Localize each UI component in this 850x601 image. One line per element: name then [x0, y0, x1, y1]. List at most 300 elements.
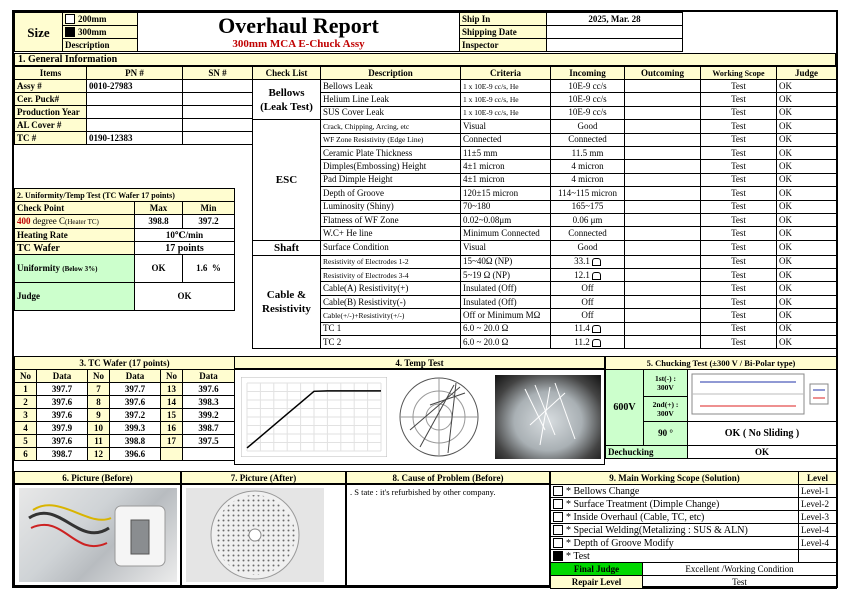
uniformity-result: OK	[135, 255, 183, 283]
cause-section-title: 8. Cause of Problem (Before)	[346, 471, 550, 484]
checklist-judge: OK	[777, 146, 837, 159]
general-sn	[183, 119, 253, 132]
checklist-description: Surface Condition	[321, 240, 461, 255]
checklist-description: TC 1	[321, 322, 461, 335]
general-sn	[183, 80, 253, 93]
checklist-scope: Test	[701, 282, 777, 295]
table-row	[15, 119, 253, 132]
picture-before-title: 6. Picture (Before)	[14, 471, 181, 484]
checklist-scope: Test	[701, 227, 777, 240]
checklist-description: Luminosity (Shiny)	[321, 200, 461, 213]
checklist-judge: OK	[777, 133, 837, 146]
checklist-outcoming[interactable]	[625, 336, 701, 349]
checklist-outcoming[interactable]	[625, 282, 701, 295]
general-item: AL Cover #	[15, 119, 87, 132]
checklist-incoming: 114~115 micron	[551, 187, 625, 200]
chucking-first-label: 1st(-) : 300V	[644, 370, 688, 397]
col-data-3: Data	[183, 370, 235, 383]
checklist-incoming: 10E-9 cc/s	[551, 106, 625, 119]
general-sn	[183, 106, 253, 119]
tc-point-empty	[161, 448, 183, 461]
general-pn	[87, 93, 183, 106]
checklist-outcoming[interactable]	[625, 93, 701, 106]
checklist-description: Resistivity of Electrodes 1-2	[321, 255, 461, 268]
checklist-judge: OK	[777, 106, 837, 119]
tc-point-data: 397.6	[37, 409, 88, 422]
uniformity-value: 1.6 %	[183, 255, 235, 283]
col-working-scope: Working Scope	[701, 67, 777, 80]
tc-point-no: 15	[161, 409, 183, 422]
checklist-description: Helium Line Leak	[321, 93, 461, 106]
table-row	[253, 80, 837, 93]
checklist-group: ESC	[253, 120, 321, 241]
dechucking-value: OK	[688, 446, 837, 459]
tc-point-data: 397.6	[110, 396, 161, 409]
checklist-outcoming[interactable]	[625, 240, 701, 255]
table-row	[551, 550, 837, 563]
scope-item-level: Level-1	[799, 485, 837, 498]
checklist-scope: Test	[701, 133, 777, 146]
checklist-criteria: 120±15 micron	[461, 187, 551, 200]
checklist-scope: Test	[701, 255, 777, 268]
scope-item[interactable]	[551, 537, 799, 550]
checklist-criteria: Insulated (Off)	[461, 295, 551, 308]
table-row	[253, 173, 837, 186]
table-row	[253, 213, 837, 226]
col-sn: SN #	[183, 67, 253, 80]
checklist-incoming: Off	[551, 309, 625, 322]
general-pn	[87, 106, 183, 119]
temp-test-section-title: 4. Temp Test	[234, 356, 605, 369]
checklist-group: Shaft	[253, 240, 321, 255]
tc-wafer-value: 17 points	[135, 242, 235, 255]
col-outcoming: Outcoming	[625, 67, 701, 80]
checklist-scope: Test	[701, 322, 777, 335]
tc-point-data: 399.3	[110, 422, 161, 435]
checklist-outcoming[interactable]	[625, 269, 701, 282]
size-option-200[interactable]: 200mm	[63, 13, 138, 26]
tc-point-data: 399.2	[183, 409, 235, 422]
general-pn	[87, 119, 183, 132]
max-label: Max	[135, 202, 183, 215]
tc-point-no: 6	[15, 448, 37, 461]
tc-point-no: 13	[161, 383, 183, 396]
tc-point-data: 398.3	[183, 396, 235, 409]
checklist-incoming: Off	[551, 282, 625, 295]
checklist-outcoming[interactable]	[625, 322, 701, 335]
picture-before-panel	[14, 484, 181, 586]
checklist-judge: OK	[777, 336, 837, 349]
chucking-table	[605, 356, 837, 459]
checklist-incoming: 4 micron	[551, 173, 625, 186]
tc-wafer-table	[14, 356, 235, 461]
checklist-incoming: 165~175	[551, 200, 625, 213]
col-judge: Judge	[777, 67, 837, 80]
scope-item[interactable]	[551, 498, 799, 511]
ship-in-label: Ship In	[460, 13, 547, 26]
scope-item-label: * Test	[566, 550, 590, 562]
checklist-outcoming[interactable]	[625, 187, 701, 200]
table-row	[253, 106, 837, 119]
checklist-incoming: 11.2	[551, 336, 625, 349]
chucking-angle: 90 °	[644, 422, 688, 446]
checklist-scope: Test	[701, 309, 777, 322]
chucking-section-title: 5. Chucking Test (±300 V / Bi-Polar type)	[606, 357, 837, 370]
checklist-scope: Test	[701, 173, 777, 186]
heating-rate-label: Heating Rate	[15, 229, 135, 242]
col-checklist: Check List	[253, 67, 321, 80]
checklist-criteria: 11±5 mm	[461, 146, 551, 159]
col-description: Description	[321, 67, 461, 80]
temp-photo	[495, 375, 601, 459]
general-item: TC #	[15, 132, 87, 145]
checklist-criteria: Insulated (Off)	[461, 282, 551, 295]
table-row	[15, 80, 253, 93]
checklist-criteria: 6.0 ~ 20.0 Ω	[461, 336, 551, 349]
checklist-criteria: 70~180	[461, 200, 551, 213]
table-row	[253, 309, 837, 322]
scope-item[interactable]	[551, 550, 799, 563]
checklist-group: Cable & Resistivity	[253, 255, 321, 349]
checklist-scope: Test	[701, 213, 777, 226]
checkbox-icon[interactable]	[553, 538, 563, 548]
tc-point-data: 397.7	[110, 383, 161, 396]
scope-item[interactable]	[551, 511, 799, 524]
tc-wafer-label: TC Wafer	[15, 242, 135, 255]
checklist-description: Depth of Groove	[321, 187, 461, 200]
tc-point-no: 8	[88, 396, 110, 409]
table-row	[15, 435, 235, 448]
ship-in-value: 2025, Mar. 28	[547, 13, 683, 26]
min-value: 397.2	[183, 215, 235, 229]
checklist-outcoming[interactable]	[625, 213, 701, 226]
checklist-description: Cable(A) Resistivity(+)	[321, 282, 461, 295]
checklist-group: Bellows (Leak Test)	[253, 80, 321, 120]
repair-level-label: Repair Level	[551, 576, 643, 589]
checklist-incoming: 33.1	[551, 255, 625, 268]
checkbox-icon[interactable]	[553, 512, 563, 522]
col-pn: PN #	[87, 67, 183, 80]
final-judge-value: Excellent /Working Condition	[643, 563, 837, 576]
checklist-judge: OK	[777, 213, 837, 226]
checklist-incoming: 0.06 μm	[551, 213, 625, 226]
picture-after-title: 7. Picture (After)	[181, 471, 346, 484]
general-sn	[183, 93, 253, 106]
shipping-date-label: Shipping Date	[460, 26, 547, 39]
table-row	[253, 227, 837, 240]
checklist-judge: OK	[777, 282, 837, 295]
checklist-judge: OK	[777, 227, 837, 240]
tc-point-data: 397.6	[37, 435, 88, 448]
checklist-outcoming[interactable]	[625, 133, 701, 146]
tc-point-no: 4	[15, 422, 37, 435]
checklist-outcoming[interactable]	[625, 146, 701, 159]
checklist-incoming: 11.5 mm	[551, 146, 625, 159]
uniformity-section-title: 2. Uniformity/Temp Test (TC Wafer 17 points)	[15, 189, 235, 202]
cable-assembly-icon	[19, 488, 177, 582]
checklist-criteria: Off or Minimum MΩ	[461, 309, 551, 322]
checkbox-icon[interactable]	[553, 525, 563, 535]
checkbox-icon[interactable]	[553, 486, 563, 496]
checklist-description: Cable(+/-)+Resistivity(+/-)	[321, 309, 461, 322]
tc-point-no: 9	[88, 409, 110, 422]
tc-point-no: 11	[88, 435, 110, 448]
final-judge-label: Final Judge	[551, 563, 643, 576]
col-items: Items	[15, 67, 87, 80]
general-item: Production Year	[15, 106, 87, 119]
table-row	[253, 336, 837, 349]
checklist-incoming: 10E-9 cc/s	[551, 93, 625, 106]
checklist-outcoming[interactable]	[625, 160, 701, 173]
checklist-criteria: 4±1 micron	[461, 160, 551, 173]
scope-item-label: * Bellows Change	[566, 485, 640, 497]
table-row	[15, 383, 235, 396]
min-label: Min	[183, 202, 235, 215]
degree-cell: 400 degree C(Heater TC)	[15, 215, 135, 229]
checklist-outcoming[interactable]	[625, 227, 701, 240]
scope-level-label: Level	[799, 472, 837, 485]
checklist-incoming: Good	[551, 240, 625, 255]
tc-point-no: 5	[15, 435, 37, 448]
checklist-incoming: Connected	[551, 133, 625, 146]
report-header	[14, 12, 683, 52]
heating-rate-value: 10℃/min	[135, 229, 235, 242]
scope-item-level: Level-4	[799, 524, 837, 537]
table-row	[253, 255, 837, 268]
temp-test-panel	[234, 369, 605, 465]
checklist-criteria: Visual	[461, 240, 551, 255]
tc-point-no: 16	[161, 422, 183, 435]
tc-wafer-section-title: 3. TC Wafer (17 points)	[15, 357, 235, 370]
checklist-scope: Test	[701, 160, 777, 173]
checklist-outcoming[interactable]	[625, 80, 701, 93]
table-row	[551, 498, 837, 511]
checklist-judge: OK	[777, 309, 837, 322]
general-info-table	[14, 66, 253, 145]
checklist-outcoming[interactable]	[625, 106, 701, 119]
table-row	[551, 524, 837, 537]
checklist-scope: Test	[701, 93, 777, 106]
checklist-judge: OK	[777, 120, 837, 133]
judge-value: OK	[135, 283, 235, 311]
tc-point-no: 17	[161, 435, 183, 448]
scope-item[interactable]	[551, 524, 799, 537]
table-row	[15, 409, 235, 422]
chuck-surface-icon	[186, 488, 324, 582]
checklist-judge: OK	[777, 200, 837, 213]
size-option-300[interactable]: 300mm	[63, 26, 138, 39]
checklist-criteria: 0.02~0.08μm	[461, 213, 551, 226]
checklist-description: WF Zone Resistivity (Edge Line)	[321, 133, 461, 146]
table-row	[253, 269, 837, 282]
checklist-criteria: 5~19 Ω (NP)	[461, 269, 551, 282]
ohm-icon	[592, 325, 601, 333]
repair-level-value: Test	[643, 576, 837, 589]
table-row	[15, 396, 235, 409]
chucking-legend-box	[810, 384, 828, 404]
checkbox-icon[interactable]	[553, 499, 563, 509]
checklist-description: Resistivity of Electrodes 3-4	[321, 269, 461, 282]
table-row	[253, 160, 837, 173]
checklist-judge: OK	[777, 160, 837, 173]
checklist-scope: Test	[701, 336, 777, 349]
checklist-table	[252, 66, 837, 349]
general-pn: 0190-12383	[87, 132, 183, 145]
checklist-scope: Test	[701, 187, 777, 200]
table-row	[253, 240, 837, 255]
check-point-label: Check Point	[15, 202, 135, 215]
scope-item[interactable]	[551, 485, 799, 498]
ohm-icon	[592, 258, 601, 266]
col-data-1: Data	[37, 370, 88, 383]
tc-point-no: 10	[88, 422, 110, 435]
general-sn	[183, 132, 253, 145]
tc-point-data: 396.6	[110, 448, 161, 461]
scope-item-level	[799, 550, 837, 563]
checklist-incoming: 10E-9 cc/s	[551, 80, 625, 93]
table-row	[253, 133, 837, 146]
scope-item-level: Level-2	[799, 498, 837, 511]
checklist-description: Dimples(Embossing) Height	[321, 160, 461, 173]
table-row	[253, 93, 837, 106]
checklist-description: Flatness of WF Zone	[321, 213, 461, 226]
tc-point-data: 398.7	[183, 422, 235, 435]
chucking-graph	[688, 370, 835, 418]
tc-point-no: 3	[15, 409, 37, 422]
picture-after-panel	[181, 484, 346, 586]
checklist-criteria: 1 x 10E-9 cc/s, He	[461, 106, 551, 119]
table-row	[15, 448, 235, 461]
table-row	[253, 120, 837, 133]
checklist-outcoming[interactable]	[625, 120, 701, 133]
scope-item-label: * Depth of Groove Modify	[566, 537, 674, 549]
size-label: Size	[15, 13, 63, 52]
tc-point-data: 397.5	[183, 435, 235, 448]
checklist-outcoming[interactable]	[625, 309, 701, 322]
checklist-incoming: 4 micron	[551, 160, 625, 173]
table-row	[253, 282, 837, 295]
page-subtitle: 300mm MCA E-Chuck Assy	[138, 39, 460, 52]
table-row	[15, 93, 253, 106]
checklist-judge: OK	[777, 93, 837, 106]
scope-item-level: Level-4	[799, 537, 837, 550]
judge-label: Judge	[15, 283, 135, 311]
checklist-judge: OK	[777, 187, 837, 200]
tc-point-no: 2	[15, 396, 37, 409]
checklist-criteria: 1 x 10E-9 cc/s, He	[461, 93, 551, 106]
checklist-judge: OK	[777, 240, 837, 255]
checklist-scope: Test	[701, 120, 777, 133]
checklist-outcoming[interactable]	[625, 200, 701, 213]
general-item: Assy #	[15, 80, 87, 93]
checklist-outcoming[interactable]	[625, 255, 701, 268]
scope-item-label: * Inside Overhaul (Cable, TC, etc)	[566, 511, 705, 523]
scope-item-label: * Surface Treatment (Dimple Change)	[566, 498, 720, 510]
temp-chart	[241, 377, 387, 457]
checklist-description: W.C+ He line	[321, 227, 461, 240]
tc-point-data: 398.7	[37, 448, 88, 461]
checklist-incoming: Good	[551, 120, 625, 133]
general-section-title: 1. General Information	[14, 53, 836, 66]
uniformity-table	[14, 188, 235, 311]
col-data-2: Data	[110, 370, 161, 383]
general-item: Cer. Puck#	[15, 93, 87, 106]
table-row	[253, 146, 837, 159]
checklist-scope: Test	[701, 80, 777, 93]
tc-point-data: 397.9	[37, 422, 88, 435]
checklist-judge: OK	[777, 80, 837, 93]
uniformity-label: Uniformity (Below 3%)	[15, 255, 135, 283]
scope-section-title: 9. Main Working Scope (Solution)	[551, 472, 799, 485]
tc-point-no: 7	[88, 383, 110, 396]
checklist-criteria: 4±1 micron	[461, 173, 551, 186]
table-row	[15, 132, 253, 145]
inspector-label: Inspector	[460, 39, 547, 52]
cause-text: . S tate : it's refurbished by other company.	[346, 484, 550, 586]
checklist-criteria: 1 x 10E-9 cc/s, He	[461, 80, 551, 93]
ohm-icon	[592, 272, 601, 280]
tc-point-data: 398.8	[110, 435, 161, 448]
checklist-scope: Test	[701, 146, 777, 159]
checkbox-checked-icon	[65, 27, 75, 37]
description-label: Description	[63, 39, 138, 52]
checklist-scope: Test	[701, 240, 777, 255]
checklist-description: SUS Cover Leak	[321, 106, 461, 119]
checklist-description: Pad Dimple Height	[321, 173, 461, 186]
tc-wafer-map	[390, 375, 488, 459]
chucking-result: OK ( No Sliding )	[688, 422, 837, 446]
checklist-description: Crack, Chipping, Arcing, etc	[321, 120, 461, 133]
general-pn: 0010-27983	[87, 80, 183, 93]
checklist-judge: OK	[777, 269, 837, 282]
shipping-date-value	[547, 26, 683, 39]
checklist-scope: Test	[701, 200, 777, 213]
scope-item-label: * Special Welding(Metalizing : SUS & ALN)	[566, 524, 748, 536]
checklist-judge: OK	[777, 173, 837, 186]
dechucking-label: Dechucking	[606, 446, 688, 459]
checklist-incoming: 11.4	[551, 322, 625, 335]
checklist-scope: Test	[701, 269, 777, 282]
tc-point-no: 12	[88, 448, 110, 461]
table-row	[253, 295, 837, 308]
checklist-incoming: 12.1	[551, 269, 625, 282]
col-no-3: No	[161, 370, 183, 383]
chucking-graph-cell	[688, 370, 837, 422]
checklist-scope: Test	[701, 295, 777, 308]
tc-point-data: 397.7	[37, 383, 88, 396]
page-title: Overhaul Report	[138, 13, 460, 39]
checkbox-checked-icon[interactable]	[553, 551, 563, 561]
checklist-criteria: Visual	[461, 120, 551, 133]
table-row	[551, 485, 837, 498]
tc-point-data: 397.2	[110, 409, 161, 422]
tc-point-data: 397.6	[183, 383, 235, 396]
working-scope-table	[550, 471, 837, 589]
tc-point-no: 1	[15, 383, 37, 396]
col-criteria: Criteria	[461, 67, 551, 80]
table-row	[253, 187, 837, 200]
checklist-outcoming[interactable]	[625, 173, 701, 186]
chucking-second-label: 2nd(+) : 300V	[644, 396, 688, 421]
ohm-icon	[592, 339, 601, 347]
table-row	[551, 537, 837, 550]
checklist-judge: OK	[777, 255, 837, 268]
checklist-description: TC 2	[321, 336, 461, 349]
col-incoming: Incoming	[551, 67, 625, 80]
checklist-scope: Test	[701, 106, 777, 119]
checklist-outcoming[interactable]	[625, 295, 701, 308]
max-value: 398.8	[135, 215, 183, 229]
